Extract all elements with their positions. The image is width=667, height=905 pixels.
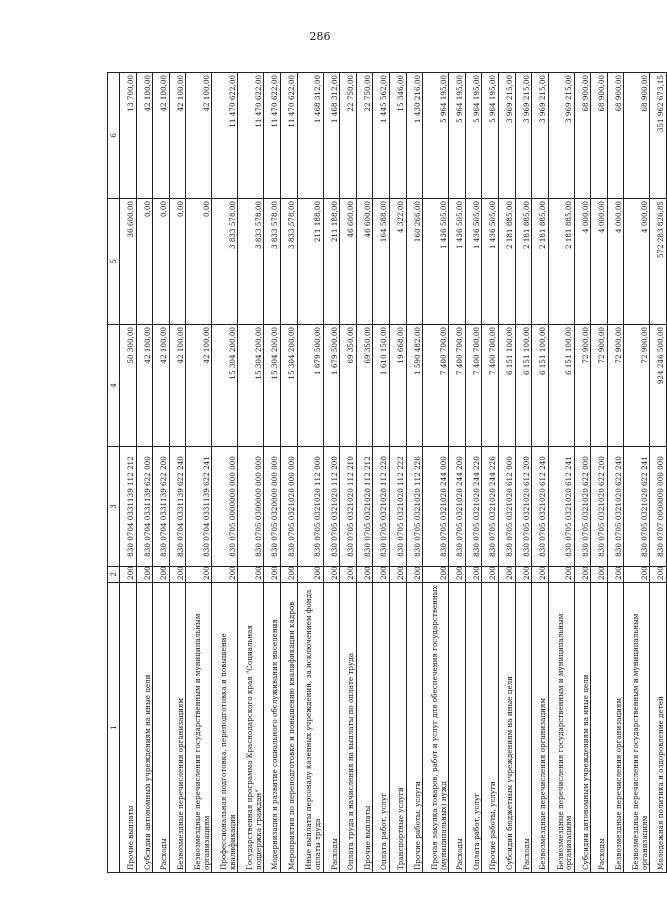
table-cell: Иные выплаты персоналу казенных учреждений, за исключением фонда оплаты труда bbox=[297, 583, 323, 873]
table-cell: Прочие выплаты bbox=[356, 583, 373, 873]
table-row bbox=[323, 73, 340, 873]
table-cell: Безвозмездные перечисления организациям bbox=[169, 583, 186, 873]
table-cell: 200 bbox=[624, 567, 650, 583]
table-cell: 72 900,00 bbox=[607, 325, 624, 447]
table-cell: 42 100,00 bbox=[169, 325, 186, 447]
rotated-table-container bbox=[107, 73, 666, 873]
table-cell: 830 0705 0321020 112 220 bbox=[373, 447, 390, 567]
table-cell: 830 0705 0000000 000 000 bbox=[212, 447, 238, 567]
table-cell: 1 679 500,00 bbox=[323, 325, 340, 447]
table-cell: 830 0705 0321020 000 000 bbox=[280, 447, 297, 567]
table-cell: 572 283 826,85 bbox=[650, 199, 667, 325]
table-cell: 0,00 bbox=[186, 199, 212, 325]
column-header: 2 bbox=[108, 567, 120, 583]
table-cell: Прочие работы, услуги bbox=[482, 583, 499, 873]
table-cell: 1 610 150,00 bbox=[373, 325, 390, 447]
table-row bbox=[498, 73, 515, 873]
table-cell: Безвозмездные перечисления государственным и муниципальным организациям bbox=[624, 583, 650, 873]
table-cell: Модернизация и развитие социального обслуживания населения bbox=[264, 583, 281, 873]
table-cell: Расходы bbox=[591, 583, 608, 873]
table-cell: 200 bbox=[591, 567, 608, 583]
table-cell: 830 0707 0000000 000 000 bbox=[650, 447, 667, 567]
table-cell: 200 bbox=[607, 567, 624, 583]
table-cell: 1 445 562,00 bbox=[373, 73, 390, 199]
table-cell: 3 969 215,00 bbox=[498, 73, 515, 199]
table-cell: 830 0705 0321020 112 000 bbox=[297, 447, 323, 567]
table-cell: 42 100,00 bbox=[153, 73, 170, 199]
table-cell: Оплата работ, услуг bbox=[373, 583, 390, 873]
table-row bbox=[449, 73, 466, 873]
table-cell: 351 962 673,15 bbox=[650, 73, 667, 199]
table-cell: 42 100,00 bbox=[186, 325, 212, 447]
table-cell: 830 0705 0321020 244 220 bbox=[465, 447, 482, 567]
column-header: 3 bbox=[108, 447, 120, 567]
table-row bbox=[238, 73, 264, 873]
table-cell: 1 436 505,00 bbox=[423, 199, 449, 325]
table-cell: 830 0705 0321020 112 200 bbox=[323, 447, 340, 567]
table-cell: 200 bbox=[264, 567, 281, 583]
table-cell: 830 0705 0321020 112 222 bbox=[389, 447, 406, 567]
table-row bbox=[120, 73, 137, 873]
table-cell: 4 322,00 bbox=[389, 199, 406, 325]
table-row bbox=[389, 73, 406, 873]
table-cell: 15 304 200,00 bbox=[264, 325, 281, 447]
table-cell: 200 bbox=[498, 567, 515, 583]
table-cell: Транспортные услуги bbox=[389, 583, 406, 873]
table-cell: 830 0705 0321020 244 226 bbox=[482, 447, 499, 567]
table-row bbox=[169, 73, 186, 873]
table-cell: 160 266,00 bbox=[406, 199, 423, 325]
table-cell: 42 100,00 bbox=[153, 325, 170, 447]
table-cell: 42 100,00 bbox=[136, 325, 153, 447]
table-cell: Прочие работы, услуги bbox=[406, 583, 423, 873]
table-cell: 46 600,00 bbox=[340, 199, 357, 325]
column-header: 4 bbox=[108, 325, 120, 447]
table-cell: 200 bbox=[406, 567, 423, 583]
table-cell: 7 400 700,00 bbox=[465, 325, 482, 447]
table-row bbox=[264, 73, 281, 873]
table-cell: 830 0705 0321020 622 000 bbox=[574, 447, 591, 567]
table-header-row bbox=[108, 73, 120, 873]
table-cell: 200 bbox=[186, 567, 212, 583]
table-cell: 11 470 622,00 bbox=[238, 73, 264, 199]
table-cell: 830 0705 0321020 612 200 bbox=[515, 447, 532, 567]
table-cell: 7 400 700,00 bbox=[449, 325, 466, 447]
table-cell: 22 750,00 bbox=[356, 73, 373, 199]
table-cell: 15 346,00 bbox=[389, 73, 406, 199]
table-cell: 1 468 312,00 bbox=[323, 73, 340, 199]
table-cell: Прочие выплаты bbox=[120, 583, 137, 873]
table-cell: 200 bbox=[650, 567, 667, 583]
table-cell: 72 900,00 bbox=[591, 325, 608, 447]
table-cell: 50 300,00 bbox=[120, 325, 137, 447]
table-row bbox=[515, 73, 532, 873]
table-cell: Субсидии автономным учреждениям на иные цели bbox=[574, 583, 591, 873]
table-row bbox=[280, 73, 297, 873]
table-cell: 830 0705 0320000 000 000 bbox=[264, 447, 281, 567]
table-cell: 830 0705 0321020 612 000 bbox=[498, 447, 515, 567]
table-cell: 42 100,00 bbox=[136, 73, 153, 199]
table-cell: 200 bbox=[515, 567, 532, 583]
table-cell: 830 0705 0321020 622 240 bbox=[607, 447, 624, 567]
table-cell: 11 470 622,00 bbox=[264, 73, 281, 199]
table-cell: 200 bbox=[169, 567, 186, 583]
table-cell: 0,00 bbox=[136, 199, 153, 325]
table-cell: Расходы bbox=[449, 583, 466, 873]
table-cell: 4 000,00 bbox=[607, 199, 624, 325]
table-cell: 200 bbox=[340, 567, 357, 583]
table-row bbox=[482, 73, 499, 873]
table-cell: 830 0705 0321020 244 000 bbox=[423, 447, 449, 567]
table-row bbox=[373, 73, 390, 873]
table-cell: 46 600,00 bbox=[356, 199, 373, 325]
table-row bbox=[340, 73, 357, 873]
table-cell: 68 900,00 bbox=[591, 73, 608, 199]
table-row bbox=[153, 73, 170, 873]
table-cell: 1 436 505,00 bbox=[465, 199, 482, 325]
table-cell: 164 588,00 bbox=[373, 199, 390, 325]
table-cell: 3 833 578,00 bbox=[280, 199, 297, 325]
table-cell: Расходы bbox=[153, 583, 170, 873]
table-cell: Государственная программа Краснодарского края "Социальная поддержка граждан" bbox=[238, 583, 264, 873]
table-cell: 1 590 482,00 bbox=[406, 325, 423, 447]
table-cell: Расходы bbox=[323, 583, 340, 873]
table-cell: 1 430 216,00 bbox=[406, 73, 423, 199]
table-cell: 5 964 195,00 bbox=[449, 73, 466, 199]
budget-table bbox=[107, 72, 667, 873]
table-cell: 2 181 885,00 bbox=[515, 199, 532, 325]
table-cell: 7 400 700,00 bbox=[482, 325, 499, 447]
table-row bbox=[548, 73, 574, 873]
table-row bbox=[574, 73, 591, 873]
table-cell: 1 468 312,00 bbox=[297, 73, 323, 199]
table-row bbox=[297, 73, 323, 873]
table-row bbox=[465, 73, 482, 873]
table-cell: 42 100,00 bbox=[169, 73, 186, 199]
table-cell: 5 964 195,00 bbox=[423, 73, 449, 199]
table-cell: 830 0705 0321020 112 226 bbox=[406, 447, 423, 567]
table-cell: Оплата работ, услуг bbox=[465, 583, 482, 873]
table-cell: Безвозмездные перечисления организациям bbox=[607, 583, 624, 873]
table-cell: 5 964 195,00 bbox=[465, 73, 482, 199]
table-cell: 11 470 622,00 bbox=[280, 73, 297, 199]
column-header: 1 bbox=[108, 583, 120, 873]
table-cell: 200 bbox=[574, 567, 591, 583]
table-row bbox=[532, 73, 549, 873]
table-cell: 7 400 700,00 bbox=[423, 325, 449, 447]
table-cell: 200 bbox=[136, 567, 153, 583]
table-cell: 6 151 100,00 bbox=[498, 325, 515, 447]
table-cell: 200 bbox=[238, 567, 264, 583]
table-cell: 4 000,00 bbox=[624, 199, 650, 325]
table-cell: 830 0704 0331139 622 200 bbox=[153, 447, 170, 567]
table-cell: 200 bbox=[280, 567, 297, 583]
table-cell: 4 000,00 bbox=[591, 199, 608, 325]
table-cell: 2 181 885,00 bbox=[532, 199, 549, 325]
table-cell: 830 0704 0331139 112 212 bbox=[120, 447, 137, 567]
table-cell: 4 000,00 bbox=[574, 199, 591, 325]
table-cell: 200 bbox=[389, 567, 406, 583]
column-header: 6 bbox=[108, 73, 120, 199]
table-cell: 0,00 bbox=[153, 199, 170, 325]
table-cell: 200 bbox=[548, 567, 574, 583]
table-cell: 15 304 200,00 bbox=[280, 325, 297, 447]
table-cell: 924 246 500,00 bbox=[650, 325, 667, 447]
table-row bbox=[212, 73, 238, 873]
table-cell: 13 700,00 bbox=[120, 73, 137, 199]
table-row bbox=[406, 73, 423, 873]
table-cell: 3 969 215,00 bbox=[515, 73, 532, 199]
table-cell: 11 470 622,00 bbox=[212, 73, 238, 199]
table-cell: 68 900,00 bbox=[607, 73, 624, 199]
table-cell: 830 0704 0331139 622 000 bbox=[136, 447, 153, 567]
table-cell: 15 304 200,00 bbox=[212, 325, 238, 447]
table-cell: 69 350,00 bbox=[356, 325, 373, 447]
table-row bbox=[607, 73, 624, 873]
table-cell: 3 833 578,00 bbox=[238, 199, 264, 325]
table-cell: Прочая закупка товаров, работ и услуг для обеспечения государственных (муниципальных) нужд bbox=[423, 583, 449, 873]
table-cell: Расходы bbox=[515, 583, 532, 873]
table-cell: 200 bbox=[212, 567, 238, 583]
table-cell: 3 969 215,00 bbox=[532, 73, 549, 199]
table-row bbox=[423, 73, 449, 873]
table-cell: 830 0705 0321020 612 241 bbox=[548, 447, 574, 567]
table-cell: 3 833 578,00 bbox=[212, 199, 238, 325]
table-cell: Молодежная политика и оздоровление детей bbox=[650, 583, 667, 873]
table-cell: 200 bbox=[373, 567, 390, 583]
table-cell: 200 bbox=[120, 567, 137, 583]
table-cell: 200 bbox=[482, 567, 499, 583]
table-cell: Мероприятия по переподготовке и повышению квалификации кадров bbox=[280, 583, 297, 873]
table-cell: 830 0705 0321020 244 200 bbox=[449, 447, 466, 567]
table-cell: 6 151 100,00 bbox=[532, 325, 549, 447]
table-cell: 830 0705 0300000 000 000 bbox=[238, 447, 264, 567]
table-cell: 0,00 bbox=[169, 199, 186, 325]
column-header: 5 bbox=[108, 199, 120, 325]
table-cell: Субсидии бюджетным учреждениям на иные цели bbox=[498, 583, 515, 873]
table-cell: 1 679 500,00 bbox=[297, 325, 323, 447]
table-cell: 211 188,00 bbox=[323, 199, 340, 325]
table-cell: 200 bbox=[465, 567, 482, 583]
table-cell: 200 bbox=[532, 567, 549, 583]
table-cell: 6 151 100,00 bbox=[515, 325, 532, 447]
table-cell: 200 bbox=[356, 567, 373, 583]
table-row bbox=[136, 73, 153, 873]
table-cell: Профессиональная подготовка, переподготовка и повышение квалификации bbox=[212, 583, 238, 873]
table-cell: 3 969 215,00 bbox=[548, 73, 574, 199]
table-cell: 68 900,00 bbox=[624, 73, 650, 199]
table-cell: 68 900,00 bbox=[574, 73, 591, 199]
table-cell: 42 100,00 bbox=[186, 73, 212, 199]
table-cell: 2 181 885,00 bbox=[498, 199, 515, 325]
table-cell: 830 0705 0321020 112 210 bbox=[340, 447, 357, 567]
table-cell: 200 bbox=[449, 567, 466, 583]
table-cell: 5 964 195,00 bbox=[482, 73, 499, 199]
page-number: 286 bbox=[309, 30, 331, 43]
table-cell: 6 151 100,00 bbox=[548, 325, 574, 447]
table-cell: 1 436 505,00 bbox=[482, 199, 499, 325]
table-cell: 830 0705 0321020 612 240 bbox=[532, 447, 549, 567]
table-cell: 19 668,00 bbox=[389, 325, 406, 447]
table-cell: 72 900,00 bbox=[624, 325, 650, 447]
table-cell: Безвозмездные перечисления государственным и муниципальным организациям bbox=[186, 583, 212, 873]
table-cell: 2 181 885,00 bbox=[548, 199, 574, 325]
table-cell: Безвозмездные перечисления государственным и муниципальным организациям bbox=[548, 583, 574, 873]
table-row bbox=[591, 73, 608, 873]
table-cell: 830 0705 0321020 112 212 bbox=[356, 447, 373, 567]
table-cell: 72 900,00 bbox=[574, 325, 591, 447]
table-cell: 36 600,00 bbox=[120, 199, 137, 325]
table-row bbox=[356, 73, 373, 873]
table-cell: 15 304 200,00 bbox=[238, 325, 264, 447]
table-cell: Субсидии автономным учреждениям на иные цели bbox=[136, 583, 153, 873]
table-cell: 22 750,00 bbox=[340, 73, 357, 199]
table-row bbox=[650, 73, 667, 873]
table-cell: 830 0704 0331139 622 240 bbox=[169, 447, 186, 567]
table-row bbox=[624, 73, 650, 873]
table-cell: 69 350,00 bbox=[340, 325, 357, 447]
table-cell: 1 436 505,00 bbox=[449, 199, 466, 325]
table-cell: 200 bbox=[423, 567, 449, 583]
table-cell: 211 188,00 bbox=[297, 199, 323, 325]
table-cell: 200 bbox=[297, 567, 323, 583]
table-cell: 830 0705 0321020 622 200 bbox=[591, 447, 608, 567]
table-row bbox=[186, 73, 212, 873]
table-cell: 200 bbox=[323, 567, 340, 583]
table-cell: Оплата труда и начисления на выплаты по оплате труда bbox=[340, 583, 357, 873]
table-cell: 200 bbox=[153, 567, 170, 583]
table-cell: 830 0705 0321020 622 241 bbox=[624, 447, 650, 567]
table-cell: Безвозмездные перечисления организациям bbox=[532, 583, 549, 873]
table-cell: 3 833 578,00 bbox=[264, 199, 281, 325]
table-cell: 830 0704 0331139 622 241 bbox=[186, 447, 212, 567]
